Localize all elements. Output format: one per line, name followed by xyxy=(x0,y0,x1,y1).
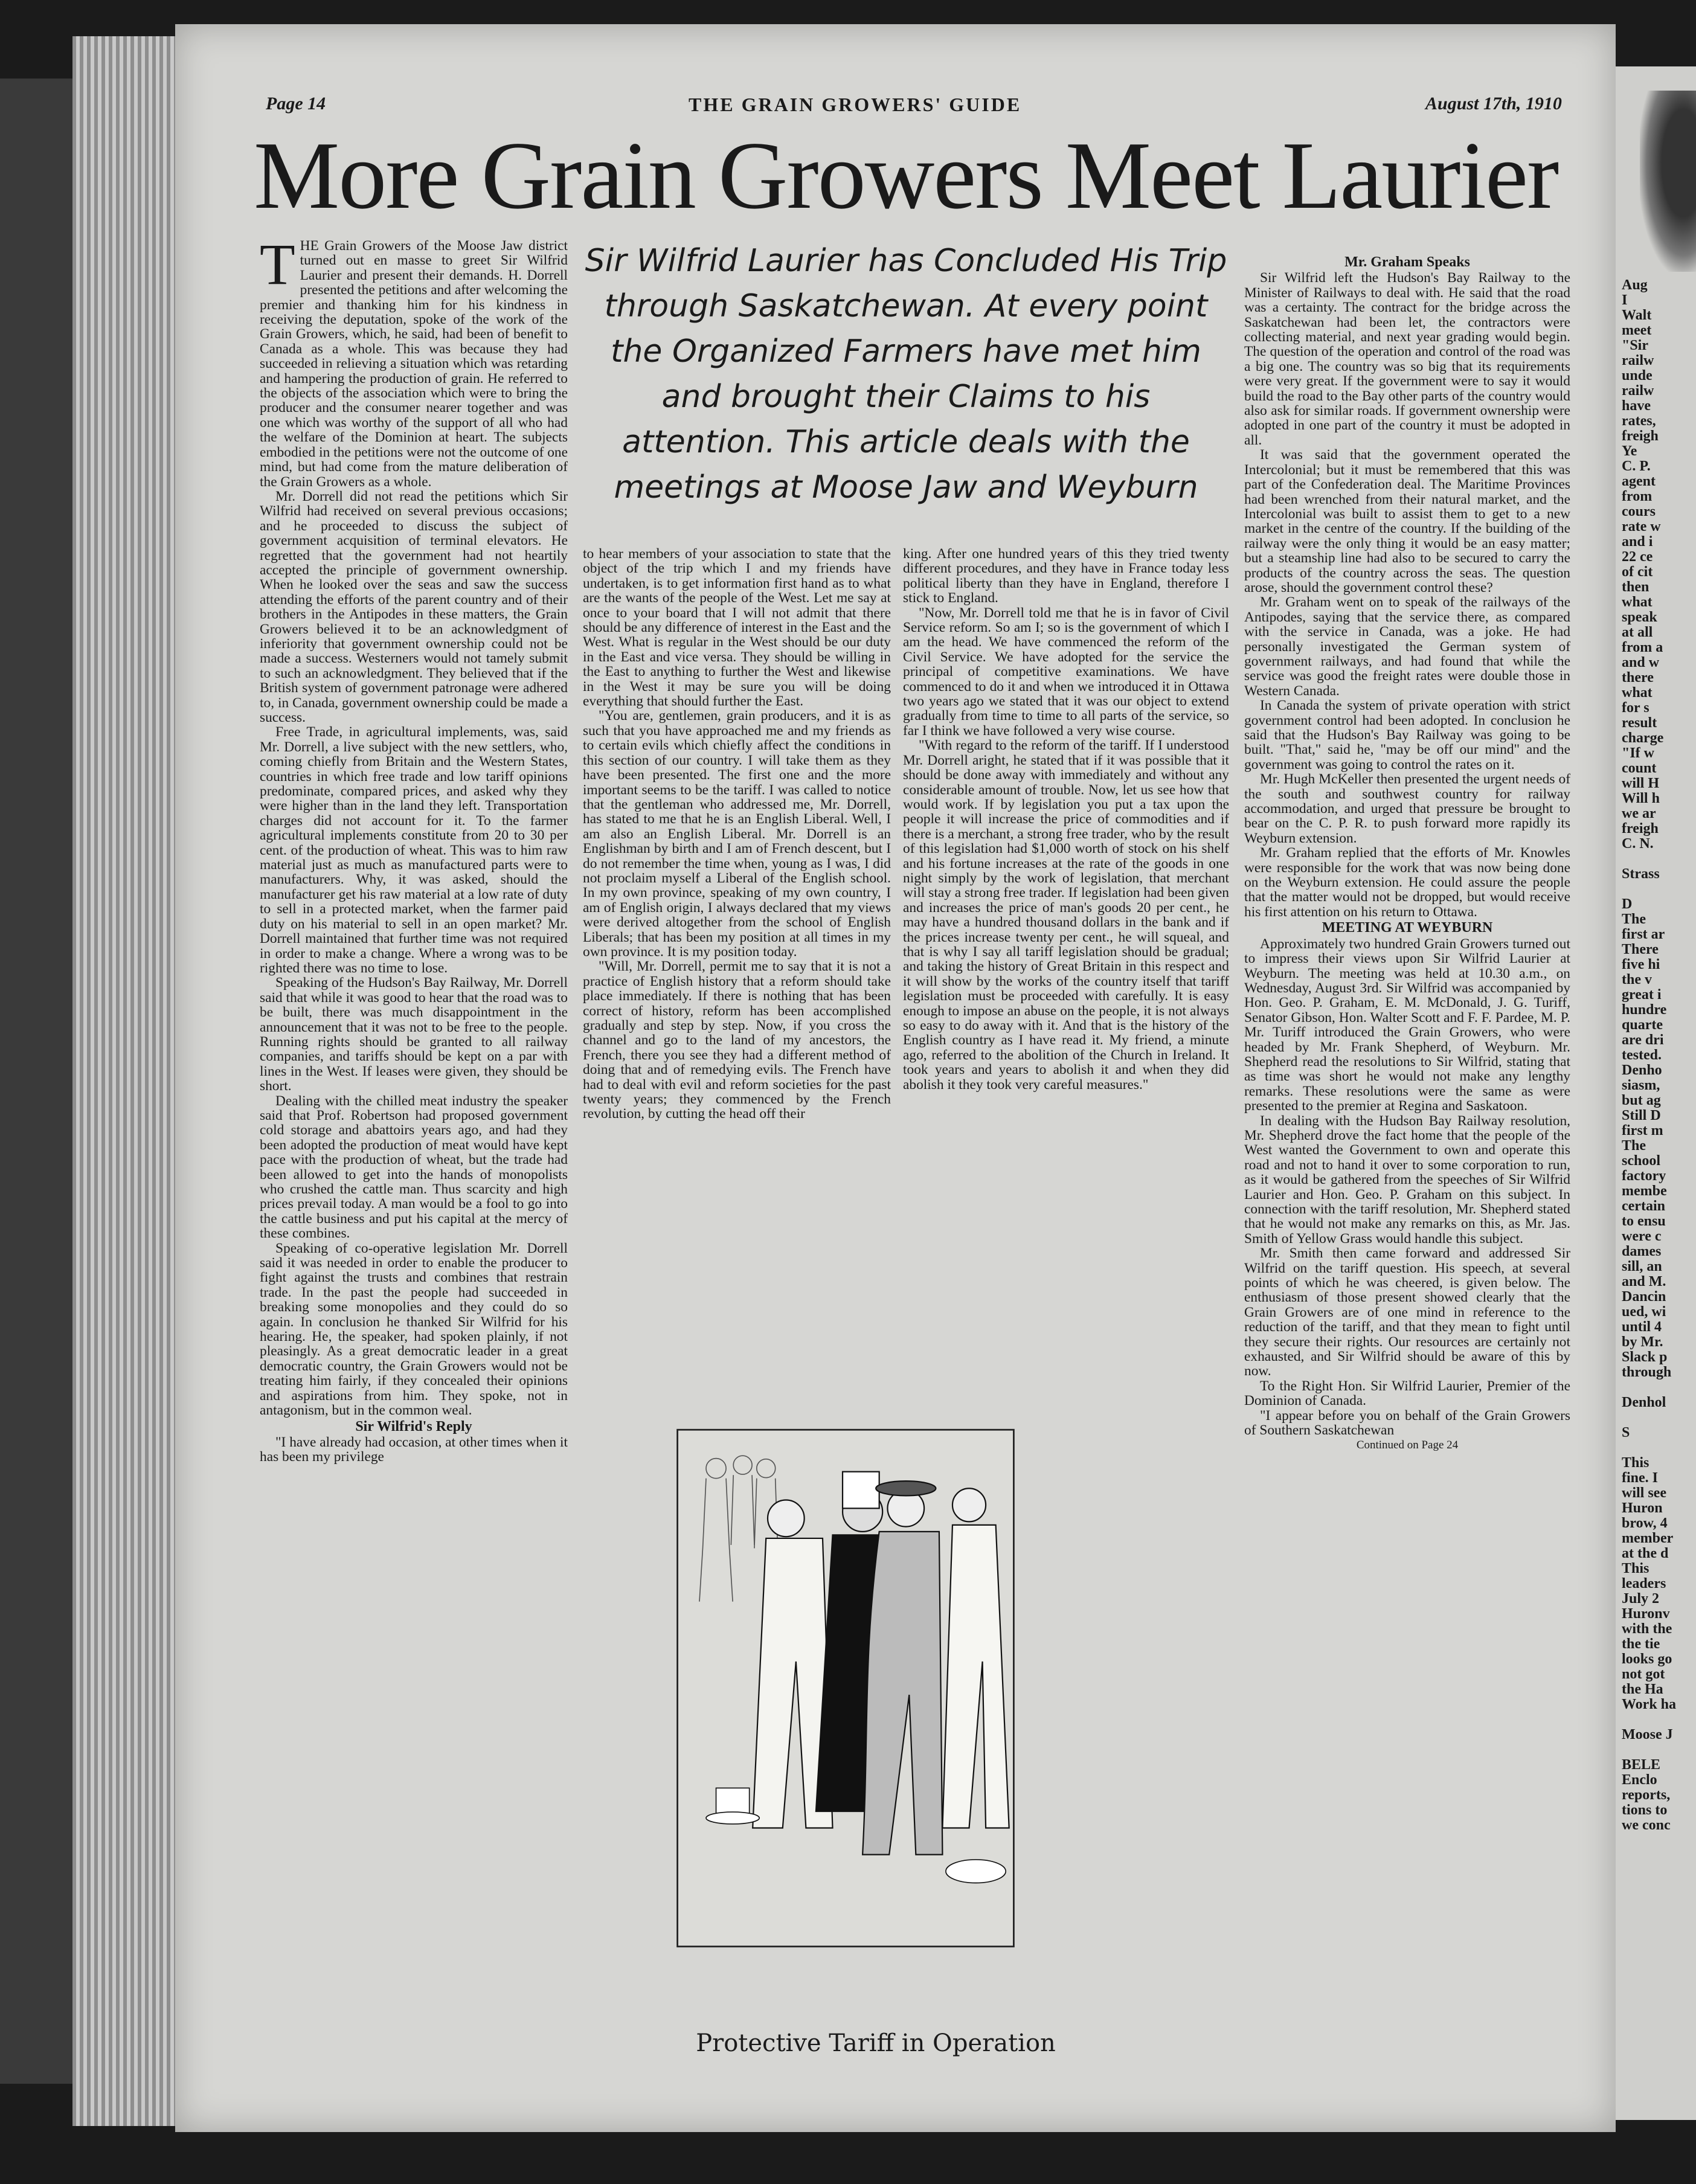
adjacent-text-fragment: school xyxy=(1622,1153,1661,1169)
adjacent-text-fragment: there xyxy=(1622,670,1654,686)
paragraph: Dealing with the chilled meat industry the speaker said that Prof. Robertson had proposed government cold storage and abattoirs years ago, and had they been adopted the production of meat would have kept pace with the production of wheat, but the trade had been allowed to get into the hands of monopolists who crushed the cattle man. Thus scarcity and high prices prevail today. A man would be a fool to go into the cattle business and put his capital at the mercy of these combines. xyxy=(260,1093,568,1242)
adjacent-page-text xyxy=(1616,278,1696,1833)
paragraph: Mr. Graham replied that the efforts of Mr. Knowles were responsible for the work that was now being done on the Weyburn extension. He could assure the people that the matter would not be dropped, but would receive his first attention on his return to Ottawa. xyxy=(1244,845,1570,920)
adjacent-text-fragment: have xyxy=(1622,398,1651,414)
adjacent-text-fragment: railw xyxy=(1622,383,1654,399)
adjacent-text-fragment: what xyxy=(1622,594,1653,610)
adjacent-text-fragment: five hi xyxy=(1622,957,1660,972)
adjacent-text-fragment: dames xyxy=(1622,1244,1662,1259)
adjacent-text-fragment: Aug xyxy=(1622,277,1648,293)
adjacent-text-fragment: at the d xyxy=(1622,1546,1669,1561)
adjacent-text-fragment: from a xyxy=(1622,640,1663,655)
article-headline: More Grain Growers Meet Laurier xyxy=(254,121,1558,229)
subheading: Mr. Graham Speaks xyxy=(1344,254,1470,270)
adjacent-text-fragment: Ye xyxy=(1622,443,1637,459)
adjacent-text-fragment: the Ha xyxy=(1622,1681,1663,1697)
adjacent-text-fragment: reports, xyxy=(1622,1787,1671,1803)
adjacent-text-fragment: Huron xyxy=(1622,1500,1663,1516)
adjacent-text-fragment: ued, wi xyxy=(1622,1304,1666,1320)
adjacent-text-fragment: S xyxy=(1622,1425,1630,1440)
adjacent-text-fragment: unde xyxy=(1622,368,1653,384)
scan-left-edge xyxy=(0,79,72,2084)
adjacent-text-fragment: count xyxy=(1622,760,1657,776)
adjacent-text-fragment xyxy=(1622,882,1696,897)
adjacent-text-fragment: through xyxy=(1622,1364,1672,1380)
adjacent-portrait-image xyxy=(1640,91,1696,272)
subheading: MEETING AT WEYBURN xyxy=(1322,920,1493,936)
subheading: Sir Wilfrid's Reply xyxy=(355,1418,472,1434)
continued-note: Continued on Page 24 xyxy=(1356,1438,1459,1451)
adjacent-text-fragment: This xyxy=(1622,1561,1649,1576)
paragraph: Mr. Graham went on to speak of the railways of the Antipodes, saying that the service there, as compared with the service in Canada, was a joke. He had personally investigated the German system of government railways, and had found that while the service was good the freight rates were double those in Western Canada. xyxy=(1244,594,1570,699)
adjacent-text-fragment: quarte xyxy=(1622,1017,1663,1033)
adjacent-text-fragment: brow, 4 xyxy=(1622,1515,1668,1531)
adjacent-text-fragment: cours xyxy=(1622,504,1656,519)
paragraph: Mr. Dorrell did not read the petitions which Sir Wilfrid had received on several previous occasions; and he proceeded to discuss the subject of government acquisition of terminal elevators. He regretted that the government had not heartily accepted the principle of government ownership. When he looked over the seas and saw the success attending the efforts of the parent country and of their brothers in the Antipodes in these matters, the Grain Growers believed it to be an acknowledgment of inferiority that government ownership could not be made a success. Westerners would not tamely submit to such an acknowledgment. They believed that if the British system of government patronage were adhered to, in Canada, government ownership could be made a success. xyxy=(260,488,568,725)
adjacent-text-fragment: leaders xyxy=(1622,1576,1666,1591)
paragraph-text: HE Grain Growers of the Moose Jaw district turned out en masse to greet Sir Wilfrid Laurier and present their demands. H. Dorrell presented the petitions and after welcoming the premier and thanking him for his kindness in receiving the deputation, spoke of the work of the Grain Growers, which, he said, had been of benefit to Canada as a whole. This was because they had succeeded in relieving a situation which was retarding and hampering the production of grain. He referred to the objects of the association which were to bring the producer and the consumer nearer together and was one which was worthy of the support of all who had the welfare of the Dominion at heart. The subjects embodied in the petitions were not the outcome of one mind, but had come from the mature deliberation of the Grain Growers as a whole. xyxy=(260,239,568,490)
adjacent-text-fragment: membe xyxy=(1622,1183,1667,1199)
adjacent-text-fragment: are dri xyxy=(1622,1032,1664,1048)
adjacent-text-fragment: siasm, xyxy=(1622,1078,1660,1093)
adjacent-text-fragment: D xyxy=(1622,896,1633,912)
adjacent-text-fragment: will see xyxy=(1622,1485,1666,1501)
adjacent-text-fragment: Denhol xyxy=(1622,1395,1666,1410)
adjacent-text-fragment: Still D xyxy=(1622,1108,1661,1123)
adjacent-text-fragment: with the xyxy=(1622,1621,1672,1637)
page-number: Page 14 xyxy=(266,94,326,114)
adjacent-text-fragment: to ensu xyxy=(1622,1213,1666,1229)
adjacent-text-fragment: but ag xyxy=(1622,1093,1661,1108)
adjacent-text-fragment: will H xyxy=(1622,776,1660,791)
paragraph: "You are, gentlemen, grain producers, and it is as such that you have approached me and my friends as to certain evils which chiefly affect the conditions in this section of our country. I will take them as they have been presented. The first one and the more important seems to be the tariff. I was called to notice that the gentleman who addressed me, Mr. Dorrell, has stated to me that he is an English Liberal. Well, I am also an English Liberal. Mr. Dorrell is an Englishman by birth and I am of French descent, but I do not remember the time when, young as I was, I did not proclaim myself a Liberal of the English school. In my own province, speaking of my own country, I am of English origin, I always declared that my views were derived altogether from the school of English Liberals; that has been my position at all times in my own province. It is my position today. xyxy=(583,708,891,960)
paragraph: In Canada the system of private operation with strict government control had been adopted. In conclusion he said that the Hudson's Bay Railway was going to be built. "That," said he, "may be off our mind" and the government was going to control the rates on it. xyxy=(1244,698,1570,772)
adjacent-text-fragment: freigh xyxy=(1622,428,1659,444)
adjacent-text-fragment: railw xyxy=(1622,353,1654,368)
adjacent-text-fragment xyxy=(1622,1410,1696,1425)
adjacent-text-fragment: we ar xyxy=(1622,806,1656,821)
adjacent-text-fragment xyxy=(1622,852,1696,867)
adjacent-text-fragment: not got xyxy=(1622,1666,1665,1682)
adjacent-text-fragment: Denho xyxy=(1622,1062,1662,1078)
adjacent-text-fragment: rates, xyxy=(1622,413,1656,429)
adjacent-page-fragment xyxy=(1616,66,1696,2120)
text-column-2 xyxy=(583,547,891,1428)
drop-cap: T xyxy=(260,239,295,297)
adjacent-text-fragment: "If w xyxy=(1622,745,1654,761)
paragraph: Sir Wilfrid left the Hudson's Bay Railway to the Minister of Railways to deal with. He said that the road was a certainty. The contract for the bridge across the Saskatchewan had been let, the contractors were collecting material, and next year grading would begin. The question of the operation and control of the road was a big one. The country was so big that its requirements were very great. If the government were to say it would build the road to the Bay other parts of the country would also ask for similar roads. If government ownership were adopted in one part of the country it must be adopted in all. xyxy=(1244,270,1570,448)
adjacent-text-fragment: The xyxy=(1622,911,1646,927)
editorial-cartoon xyxy=(604,1428,1220,1948)
adjacent-text-fragment: Work ha xyxy=(1622,1697,1677,1712)
paragraph: "I have already had occasion, at other times when it has been my privilege xyxy=(260,1434,568,1465)
adjacent-text-fragment: sill, an xyxy=(1622,1259,1662,1274)
paragraph: Free Trade, in agricultural implements, was, said Mr. Dorrell, a live subject with the new settlers, who, coming chiefly from Britain and the Western States, countries in which free trade and low tariff opinions predominate, compared prices, and asked why they were higher than in the land they left. Transportation charges did not account for it. To the farmer agricultural implements constitute from 20 to 30 per cent. of the production of wheat. This was to him raw material just as much as manufactured parts were to manufacturers. Why, it was asked, should the manufacturer get his raw material at a low rate of duty to sell in a protected market, when the farmer paid duty on his material to sell in an open market? Mr. Dorrell maintained that further time was not required in order to make a change. Where a wrong was to be righted there was no time to lose. xyxy=(260,724,568,976)
adjacent-text-fragment: Will h xyxy=(1622,791,1660,806)
adjacent-text-fragment: This xyxy=(1622,1455,1649,1471)
adjacent-text-fragment: There xyxy=(1622,942,1659,957)
adjacent-text-fragment: charge xyxy=(1622,730,1664,746)
publication-title: THE GRAIN GROWERS' GUIDE xyxy=(689,94,1022,115)
adjacent-text-fragment: Dancin xyxy=(1622,1289,1666,1305)
adjacent-text-fragment: at all xyxy=(1622,625,1653,640)
adjacent-text-fragment: looks go xyxy=(1622,1651,1672,1667)
adjacent-text-fragment: meet xyxy=(1622,323,1652,338)
adjacent-text-fragment: and w xyxy=(1622,655,1660,670)
adjacent-text-fragment: "Sir xyxy=(1622,338,1648,353)
paragraph: "With regard to the reform of the tariff. If I understood Mr. Dorrell aright, he stated that if it was possible that it should be done away with immediately and without any considerable amount of trouble. Now, let us see how that would work. If by legislation you put a tax upon the people it will increase the price of commodities and if there is a merchant, a strong free trader, who by the result of this legislation had $1,000 worth of stock on his shelf and his fortune increases at the rate of the goods in one night simply by the work of legislation, that merchant will stay a strong free trader. If legislation had been given and increases the price of man's goods 20 per cent., he may have a hundred thousand dollars in the bank and if the prices increase twenty per cent., he will squeal, and that is why I say all tariff legislation should be gradual; and taking the history of Great Britain in this respect and it will show by the works of the country itself that tariff legislation must be proceeded with carefully. It is easy enough to impose an abuse on the people, it is not always so easy to do away with it. And that is the history of the English country as I have read it. My friend, a minute ago, referred to the abolition of the Church in Ireland. It took years and years to abolish it and when they did abolish it they took very careful measures." xyxy=(903,737,1229,1093)
paragraph: Speaking of the Hudson's Bay Railway, Mr. Dorrell said that while it was good to hear that the road was to be built, there was much disappointment in the announcement that it was not to be free to the people. Running rights should be granted to all railway companies, and tariffs should be kept on a par with lines in the West. If leases were given, they should be short. xyxy=(260,975,568,1094)
adjacent-text-fragment: July 2 xyxy=(1622,1591,1660,1607)
adjacent-text-fragment xyxy=(1622,1742,1696,1758)
adjacent-text-fragment: by Mr. xyxy=(1622,1334,1663,1350)
adjacent-text-fragment: for s xyxy=(1622,700,1649,716)
adjacent-text-fragment: certain xyxy=(1622,1198,1665,1214)
adjacent-text-fragment: and M. xyxy=(1622,1274,1666,1290)
adjacent-text-fragment: from xyxy=(1622,489,1653,504)
text-column-3 xyxy=(903,547,1229,1428)
adjacent-text-fragment: 22 ce xyxy=(1622,549,1653,565)
adjacent-text-fragment: BELE xyxy=(1622,1757,1661,1773)
text-column-1 xyxy=(260,239,568,2141)
adjacent-text-fragment: Huronv xyxy=(1622,1606,1670,1622)
adjacent-text-fragment: first m xyxy=(1622,1123,1663,1139)
adjacent-text-fragment: Enclo xyxy=(1622,1772,1657,1788)
adjacent-text-fragment: were c xyxy=(1622,1228,1662,1244)
adjacent-text-fragment: I xyxy=(1622,292,1628,308)
adjacent-text-fragment: what xyxy=(1622,685,1653,701)
article-deck: Sir Wilfrid Laurier has Concluded His Trip through Saskatchewan. At every point the Organized Farmers have met him and brought their Claims to his attention. This article deals with the meetings at Moose Jaw and Weyburn xyxy=(585,243,1227,506)
issue-date: August 17th, 1910 xyxy=(1425,94,1562,114)
adjacent-text-fragment: hundre xyxy=(1622,1002,1667,1018)
paragraph: king. After one hundred years of this they tried twenty different procedures, and they have in France today less political liberty than they have in England, therefore I stick to England. xyxy=(903,547,1229,606)
paragraph: Speaking of co-operative legislation Mr. Dorrell said it was needed in order to enable the producer to fight against the trusts and combines that restrain trade. In the past the people had succeeded in breaking some monopolies and they could do so again. In conclusion he thanked Sir Wilfrid for his hearing. He, the speaker, had spoken plainly, if not pleasingly. As a great democratic leader in a great democratic country, the Grain Growers would not be treating him fairly, if they concealed their opinions and aspirations from him. They spoke, not in antagonism, but in the common weal. xyxy=(260,1240,568,1419)
paragraph: "Will, Mr. Dorrell, permit me to say that it is not a practice of English history that a reform should take place immediately. If there is nothing that has been correct of history, reform has been accomplished gradually and step by step. Now, if you cross the channel and go to the land of my ancestors, the French, there you see they had a different method of doing that and of remedying evils. The French have had to deal with evil and reform societies for the past twenty years; they commenced by the French revolution, by cutting the head off their xyxy=(583,959,891,1122)
cartoon-caption: Protective Tariff in Operation xyxy=(696,2029,1056,2057)
adjacent-text-fragment: C. P. xyxy=(1622,458,1651,474)
paragraph: In dealing with the Hudson Bay Railway resolution, Mr. Shepherd drove the fact home that the people of the West wanted the Government to own and operate this road and not to hand it over to some corporation to run, as it would be gathered from the speeches of Sir Wilfrid Laurier and Hon. Geo. P. Graham on this subject. In connection with the tariff resolution, Mr. Shepherd stated that he would not make any remarks on this, as Mr. Jas. Smith of Yellow Grass would handle this subject. xyxy=(1244,1113,1570,1247)
adjacent-text-fragment xyxy=(1622,1380,1696,1395)
paragraph: "I appear before you on behalf of the Grain Growers of Southern Saskatchewan xyxy=(1244,1407,1570,1439)
paragraph: to hear members of your association to state that the object of the trip which I and my friends have undertaken, is to get information first hand as to what are the wants of the people of the West. Let me say at once to your board that I will not admit that there should be any difference of interest in the East and the West. What is regular in the West should be our duty in the East and vice versa. They should be willing in the East to anything to further the West and likewise in the West it may be sure you will be doing everything that should further the East. xyxy=(583,547,891,710)
adjacent-text-fragment: until 4 xyxy=(1622,1319,1662,1335)
adjacent-text-fragment: result xyxy=(1622,715,1657,731)
adjacent-text-fragment: speak xyxy=(1622,609,1657,625)
paragraph: Mr. Smith then came forward and addressed Sir Wilfrid on the tariff question. His speech, at several points of which he was cheered, is given below. The enthusiasm of those present showed clearly that the Grain Growers are of one mind in reference to the reduction of the tariff, and that they mean to fight until they secure their rights. Our resources are certainly not exhausted, and Sir Wilfrid should be aware of this by now. xyxy=(1244,1245,1570,1379)
adjacent-text-fragment: C. N. xyxy=(1622,836,1654,852)
paragraph: Mr. Hugh McKeller then presented the urgent needs of the south and southwest country for railway accommodation, and urged that pressure be brought to bear on the C. P. R. to push forward more rapidly its Weyburn extension. xyxy=(1244,771,1570,846)
adjacent-text-fragment: factory xyxy=(1622,1168,1666,1184)
adjacent-text-fragment xyxy=(1622,1440,1696,1456)
adjacent-text-fragment: fine. I xyxy=(1622,1470,1658,1486)
adjacent-text-fragment: member xyxy=(1622,1530,1674,1546)
adjacent-text-fragment xyxy=(1622,1712,1696,1727)
adjacent-text-fragment: Strass xyxy=(1622,866,1660,882)
adjacent-text-fragment: of cit xyxy=(1622,564,1653,580)
paragraph: Approximately two hundred Grain Growers turned out to impress their views upon Sir Wilfrid Laurier at Weyburn. The meeting was held at 10.30 a.m., on Wednesday, August 3rd. Sir Wilfrid was accompanied by Hon. Geo. P. Graham, E. M. McDonald, J. G. Turiff, Senator Gibson, Hon. Walter Scott and F. F. Pardee, M. P. Mr. Turiff introduced the Grain Growers, who were headed by Mr. Frank Shepherd, of Weyburn. Mr. Shepherd read the resolutions to Sir Wilfrid, stating that as time was short he would not make any lengthy remarks. These resolutions were the same as were presented to the premier at Regina and Saskatoon. xyxy=(1244,936,1570,1114)
adjacent-text-fragment: Slack p xyxy=(1622,1349,1668,1365)
paragraph: To the Right Hon. Sir Wilfrid Laurier, Premier of the Dominion of Canada. xyxy=(1244,1378,1570,1409)
paragraph: It was said that the government operated the Intercolonial; but it must be remembered that this was part of the Confederation deal. The Maritime Provinces had been wrenched from their natural market, and the Intercolonial was built to assist them to get to a new market in the centre of the country. If the building of the railway were the only thing it would be an easy matter; but a steamship line had also to be secured to carry the products of the country across the seas. The question arose, should the government control these? xyxy=(1244,447,1570,596)
hat-box-icon xyxy=(946,1860,1006,1883)
adjacent-text-fragment: freigh xyxy=(1622,821,1659,837)
text-column-4 xyxy=(1244,254,1570,2090)
paragraph: "Now, Mr. Dorrell told me that he is in favor of Civil Service reform. So am I; so is the government of which I am the head. We have commenced the reform of the Civil Service. We have adopted for the service the principal of competitive examinations. We have commenced to do it and when we introduced it in Ottawa two years ago we stated that it was our object to extend gradually from time to time to all parts of the service, so far I think we have followed a very wise course. xyxy=(903,605,1229,739)
adjacent-text-fragment: rate w xyxy=(1622,519,1661,535)
adjacent-text-fragment: The xyxy=(1622,1138,1646,1154)
cartoon-illustration xyxy=(604,1428,1087,1948)
adjacent-text-fragment: the v xyxy=(1622,972,1652,988)
adjacent-text-fragment: tions to xyxy=(1622,1802,1668,1818)
adjacent-text-fragment: the tie xyxy=(1622,1636,1660,1652)
adjacent-text-fragment: we conc xyxy=(1622,1817,1671,1833)
adjacent-text-fragment: Moose J xyxy=(1622,1727,1673,1742)
paragraph xyxy=(260,239,568,489)
adjacent-text-fragment: agent xyxy=(1622,474,1656,489)
adjacent-text-fragment: Walt xyxy=(1622,307,1652,323)
adjacent-text-fragment: great i xyxy=(1622,987,1662,1003)
adjacent-text-fragment: first ar xyxy=(1622,927,1665,942)
adjacent-text-fragment: and i xyxy=(1622,534,1653,550)
adjacent-text-fragment: tested. xyxy=(1622,1047,1662,1063)
adjacent-text-fragment: then xyxy=(1622,579,1649,595)
